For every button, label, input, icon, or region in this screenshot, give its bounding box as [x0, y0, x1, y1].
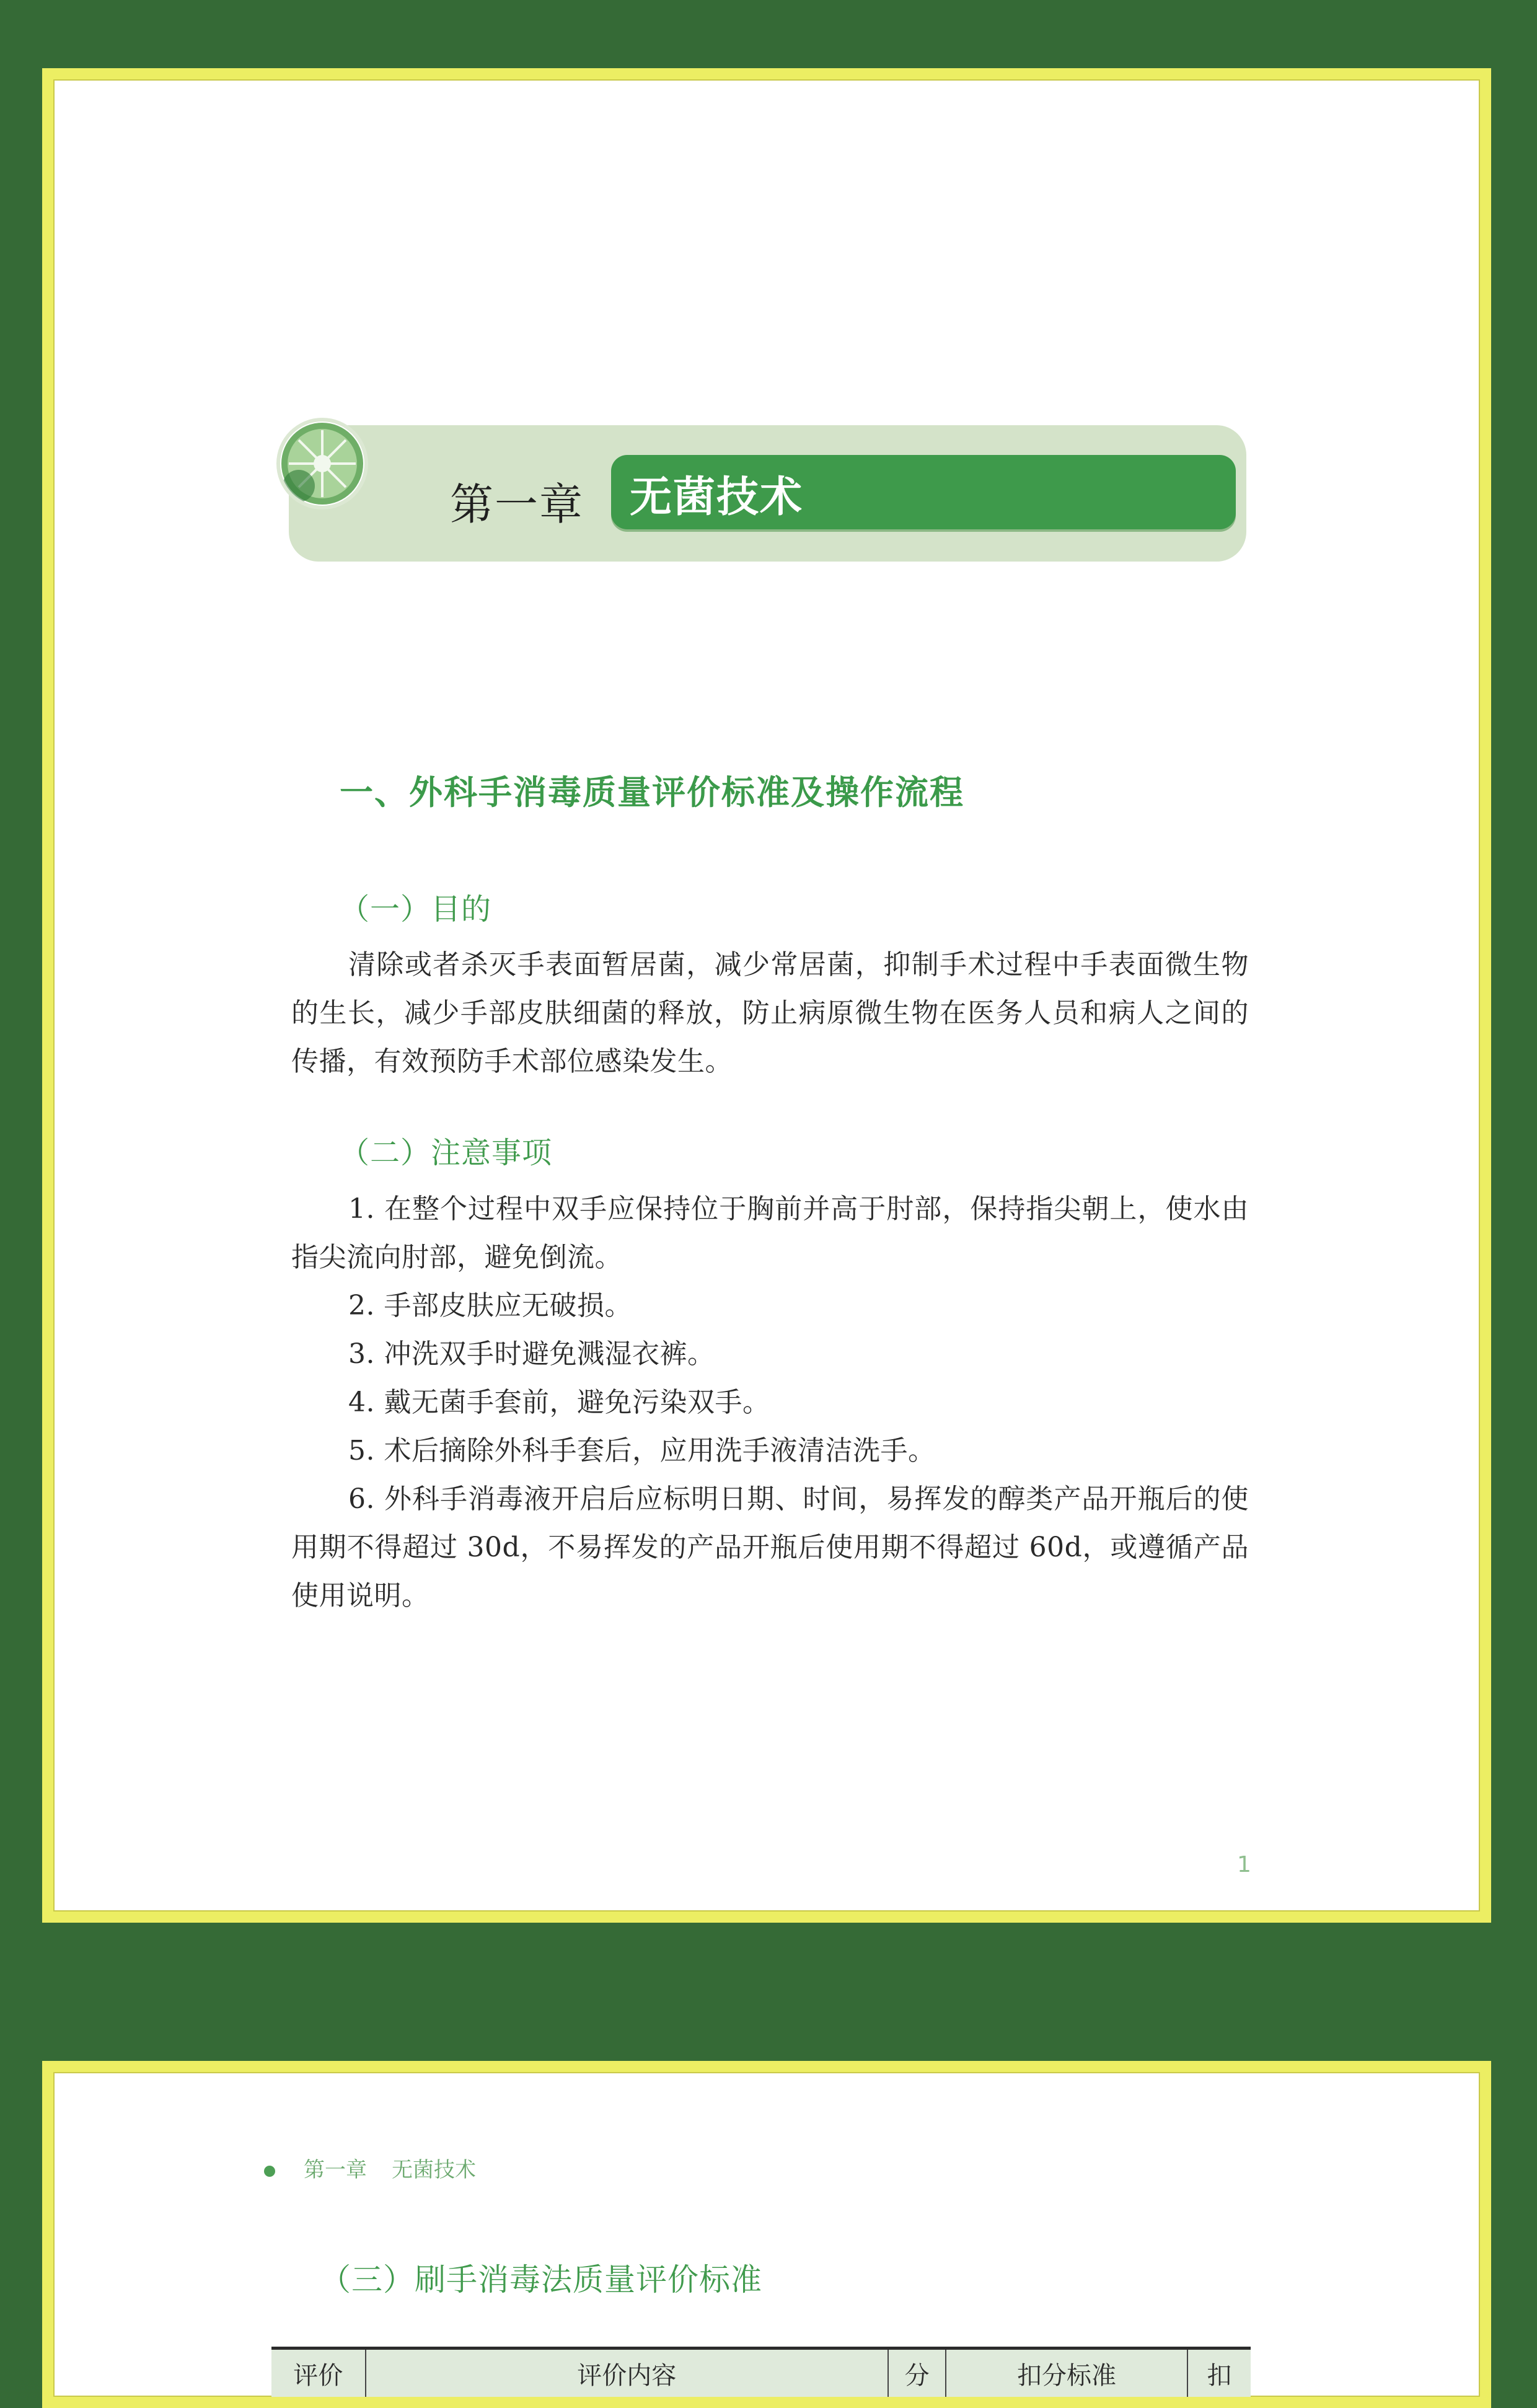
notes-item-3: 3. 冲洗双手时避免溅湿衣裤。	[291, 1330, 1249, 1378]
citrus-slice-emblem-icon	[280, 421, 364, 506]
purpose-heading: （一）目的	[340, 885, 491, 928]
table-header-cell: 扣分标准	[946, 2348, 1187, 2408]
bullet-dot-icon	[264, 2166, 275, 2177]
evaluation-table	[271, 2347, 1251, 2408]
document-page-2	[42, 2061, 1491, 2408]
notes-heading: （二）注意事项	[340, 1129, 552, 1171]
table-header-cell: 评价	[271, 2348, 366, 2408]
page-number: 1	[1237, 1852, 1251, 1877]
chapter-title: 无菌技术	[630, 464, 803, 524]
notes-item-4: 4. 戴无菌手套前，避免污染双手。	[291, 1378, 1249, 1427]
subsection-heading: （三）刷手消毒法质量评价标准	[320, 2255, 762, 2300]
notes-item-2: 2. 手部皮肤应无破损。	[291, 1282, 1249, 1330]
chapter-number: 第一章	[450, 470, 584, 532]
notes-item-1: 1. 在整个过程中双手应保持位于胸前并高于肘部，保持指尖朝上，使水由指尖流向肘部，避免倒流。	[291, 1185, 1249, 1282]
notes-item-5: 5. 术后摘除外科手套后，应用洗手液清洁洗手。	[291, 1427, 1249, 1475]
purpose-paragraph: 清除或者杀灭手表面暂居菌，减少常居菌，抑制手术过程中手表面微生物的生长，减少手部皮肤细菌的释放，防止病原微生物在医务人员和病人之间的传播，有效预防手术部位感染发生。	[291, 941, 1249, 1086]
running-head-title: 无菌技术	[392, 2158, 476, 2182]
section-heading: 一、外科手消毒质量评价标准及操作流程	[340, 766, 964, 814]
table-header-cell: 评价内容	[366, 2348, 888, 2408]
table-header-row	[271, 2348, 1251, 2408]
table-header-cell: 扣	[1187, 2348, 1251, 2408]
notes-item-6: 6. 外科手消毒液开启后应标明日期、时间，易挥发的醇类产品开瓶后的使用期不得超过 30d，不易挥发的产品开瓶后使用期不得超过 60d，或遵循产品使用说明。	[291, 1475, 1249, 1620]
table-header-cell: 分	[888, 2348, 946, 2408]
document-page-1	[42, 68, 1491, 1923]
running-head	[264, 2153, 476, 2183]
running-head-chapter: 第一章	[304, 2158, 367, 2182]
